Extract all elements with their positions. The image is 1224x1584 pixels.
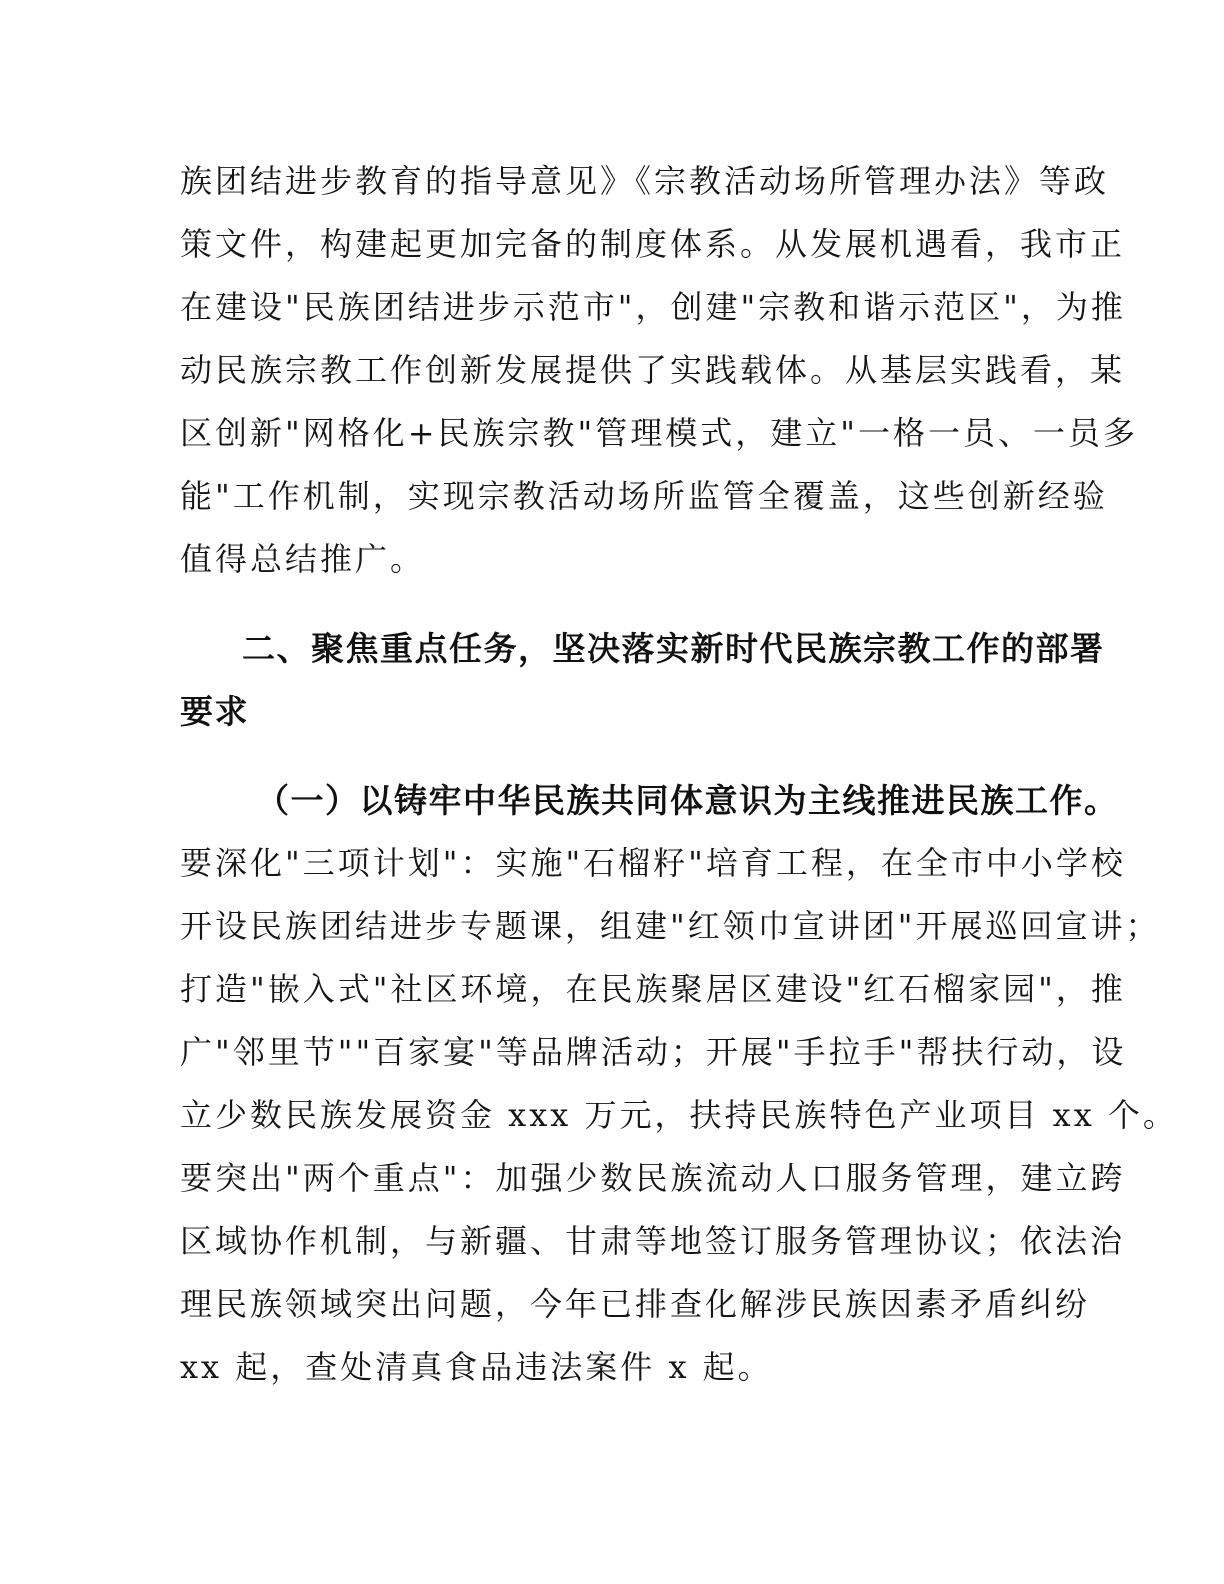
section-heading-line: 要求: [180, 692, 249, 731]
section-heading-line: 二、聚焦重点任务，坚决落实新时代民族宗教工作的部署: [242, 629, 1105, 668]
text-line: 立少数民族发展资金 xxx 万元，扶持民族特色产业项目 xx 个。: [180, 1096, 1178, 1134]
subsection-heading: （一）以铸牢中华民族共同体意识为主线推进民族工作。: [256, 781, 1119, 820]
paragraph-policy-context: [180, 150, 1138, 591]
paragraph-spacer: [180, 743, 1050, 769]
text-line: 在建设"民族团结进步示范市"，创建"宗教和谐示范区"，为推: [180, 288, 1126, 326]
text-line: 区创新"网格化+民族宗教"管理模式，建立"一格一员、一员多: [180, 414, 1138, 452]
text-line: 要突出"两个重点"：加强少数民族流动人口服务管理，建立跨: [180, 1159, 1126, 1197]
text-line: 要深化"三项计划"：实施"石榴籽"培育工程，在全市中小学校: [180, 844, 1126, 882]
text-line: 值得总结推广。: [180, 540, 426, 578]
text-line: xx 起，查处清真食品违法案件 x 起。: [180, 1348, 773, 1386]
text-line: 理民族领域突出问题，今年已排查化解涉民族因素矛盾纠纷: [180, 1285, 1091, 1323]
text-line: 广"邻里节""百家宴"等品牌活动；开展"手拉手"帮扶行动，设: [180, 1033, 1127, 1071]
text-line: 能"工作机制，实现宗教活动场所监管全覆盖，这些创新经验: [180, 477, 1108, 515]
text-line: 打造"嵌入式"社区环境，在民族聚居区建设"红石榴家园"，推: [180, 970, 1126, 1008]
paragraph-ethnic-work: [180, 832, 1178, 1399]
text-line: 策文件，构建起更加完备的制度体系。从发展机遇看，我市正: [180, 225, 1126, 263]
text-line: 开设民族团结进步专题课，组建"红领巾宣讲团"开展巡回宣讲；: [180, 907, 1161, 945]
paragraph-spacer: [180, 591, 1050, 617]
text-line: 区域协作机制，与新疆、甘肃等地签订服务管理协议；依法治: [180, 1222, 1126, 1260]
text-line: 族团结进步教育的指导意见》《宗教活动场所管理办法》等政: [180, 162, 1110, 200]
document-body: [180, 150, 1178, 1399]
text-line: 动民族宗教工作创新发展提供了实践载体。从基层实践看，某: [180, 351, 1126, 389]
section-heading: [180, 617, 1105, 743]
